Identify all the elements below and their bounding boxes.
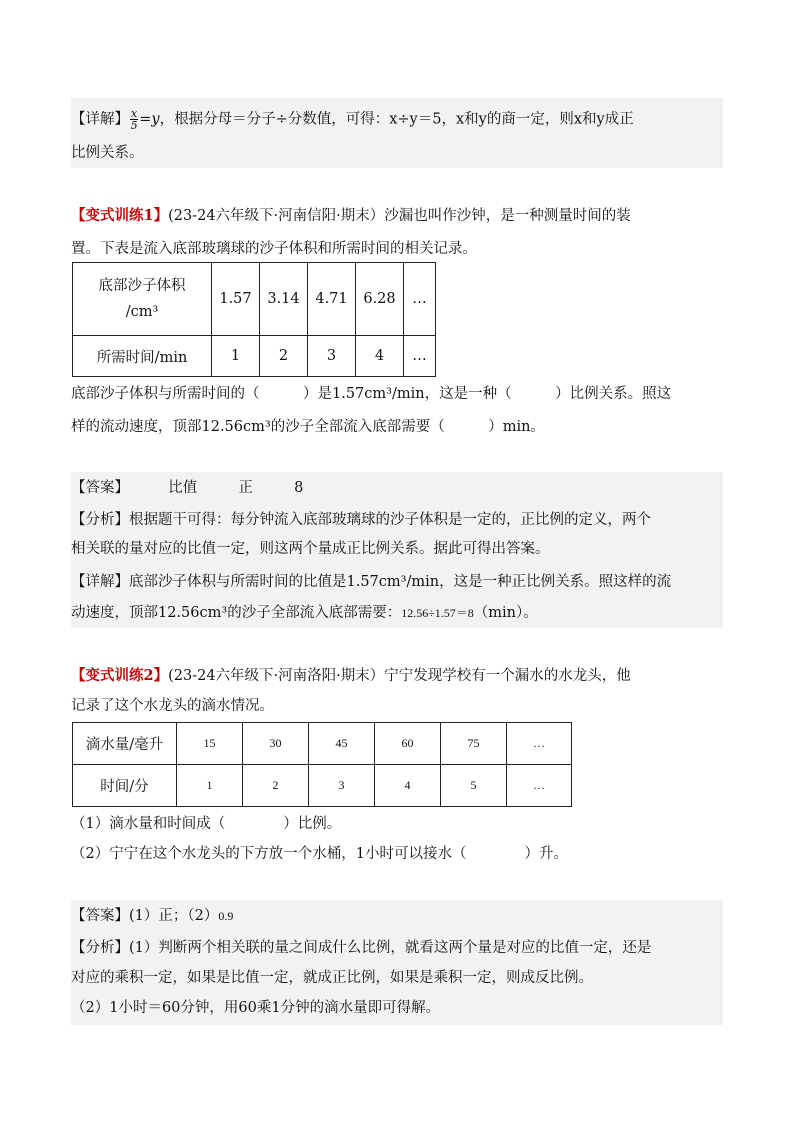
- detail-line-2: 比例关系。: [71, 145, 144, 161]
- exercise-2-tag: 【变式训练2】: [71, 667, 169, 684]
- analysis-line-1: 【分析】(1）判断两个相关联的量之间成什么比例，就看这两个量是对应的比值一定，还是: [71, 940, 652, 956]
- drip-table: [72, 722, 572, 807]
- answer-label: 【答案】: [71, 480, 129, 496]
- table-cell: 3: [309, 765, 375, 807]
- table-header-cell: 底部沙子体积 /cm³: [73, 263, 212, 336]
- detail-line-1: 【详解】 $\frac{x}{5}$ =y，根据分母＝分子÷分数值，可得：x÷y＝5，x和y的商一定，则x和y成正: [71, 107, 634, 132]
- table-cell: 3.14: [260, 263, 308, 336]
- exercise-1: [71, 203, 723, 443]
- question-1: （1）滴水量和时间成（ ）比例。: [71, 816, 342, 832]
- table-row: [73, 263, 436, 336]
- table-header-cell: 所需时间/min: [73, 336, 212, 377]
- table-cell: …: [404, 263, 436, 336]
- table-cell: 75: [441, 723, 507, 765]
- table-row: [73, 336, 436, 377]
- table-row: [73, 723, 572, 765]
- table-header-cell: 滴水量/毫升: [73, 723, 177, 765]
- exercise-2: [71, 664, 723, 869]
- answer-value-3: 8: [294, 480, 304, 496]
- answer-value-2: 正: [238, 480, 253, 496]
- detail-line-2: 动速度，顶部12.56cm³的沙子全部流入底部需要：12.56÷1.57＝8（min）。: [71, 605, 538, 621]
- answer-block-2: [71, 900, 723, 1025]
- table-cell: 60: [375, 723, 441, 765]
- exercise-1-question-line-2: 样的流动速度，顶部12.56cm³的沙子全部流入底部需要（ ）min。: [71, 419, 545, 435]
- fraction-x-over-5: $\frac{x}{5}$: [130, 107, 138, 132]
- table-cell: 2: [243, 765, 309, 807]
- table-cell: 30: [243, 723, 309, 765]
- table-cell: 1: [212, 336, 260, 377]
- answer-line: [71, 478, 303, 498]
- answer-line: 【答案】(1）正；（2）0.9: [71, 908, 234, 924]
- sand-table: [72, 262, 436, 377]
- detail-block-1: [71, 98, 723, 168]
- table-cell: 1: [177, 765, 243, 807]
- exercise-2-line-2: 记录了这个水龙头的滴水情况。: [71, 698, 274, 714]
- table-cell: 6.28: [356, 263, 404, 336]
- answer-value: 0.9: [218, 909, 234, 923]
- analysis-line-3: （2）1小时＝60分钟，用60乘1分钟的滴水量即可得解。: [71, 1000, 441, 1016]
- analysis-line-2: 相关联的量对应的比值一定，则这两个量成正比例关系。据此可得出答案。: [71, 541, 550, 557]
- table-cell: 3: [308, 336, 356, 377]
- table-cell: …: [507, 723, 572, 765]
- table-cell: 4.71: [308, 263, 356, 336]
- table-cell: …: [404, 336, 436, 377]
- exercise-1-question-line-1: 底部沙子体积与所需时间的（ ）是1.57cm³/min，这是一种（ ）比例关系。照这: [71, 386, 672, 402]
- table-cell: 4: [375, 765, 441, 807]
- table-header-cell: 时间/分: [73, 765, 177, 807]
- table-cell: 15: [177, 723, 243, 765]
- detail-label: 【详解】: [71, 111, 129, 128]
- exercise-1-tag: 【变式训练1】: [71, 207, 169, 224]
- table-cell: 5: [441, 765, 507, 807]
- table-cell: 45: [309, 723, 375, 765]
- exercise-1-title: 【变式训练1】(23-24六年级下·河南信阳·期末）沙漏也叫作沙钟，是一种测量时间的装: [71, 207, 631, 224]
- table-cell: 2: [260, 336, 308, 377]
- table-cell: …: [507, 765, 572, 807]
- division-formula: 12.56÷1.57＝8: [401, 606, 474, 620]
- analysis-line-1: 【分析】根据题干可得：每分钟流入底部玻璃球的沙子体积是一定的，正比例的定义，两个: [71, 512, 651, 528]
- answer-value-1: 比值: [168, 480, 198, 496]
- answer-block-1: [71, 472, 723, 628]
- table-cell: 1.57: [212, 263, 260, 336]
- question-2: （2）宁宁在这个水龙头的下方放一个水桶，1小时可以接水（ ）升。: [71, 846, 568, 862]
- analysis-line-2: 对应的乘积一定，如果是比值一定，就成正比例，如果是乘积一定，则成反比例。: [71, 970, 593, 986]
- table-cell: 4: [356, 336, 404, 377]
- detail-line-1: 【详解】底部沙子体积与所需时间的比值是1.57cm³/min，这是一种正比例关系。照这样的流: [71, 574, 672, 590]
- table-row: [73, 765, 572, 807]
- exercise-1-line-2: 置。下表是流入底部玻璃球的沙子体积和所需时间的相关记录。: [71, 241, 477, 257]
- exercise-2-title: 【变式训练2】(23-24六年级下·河南洛阳·期末）宁宁发现学校有一个漏水的水龙头，他: [71, 667, 631, 684]
